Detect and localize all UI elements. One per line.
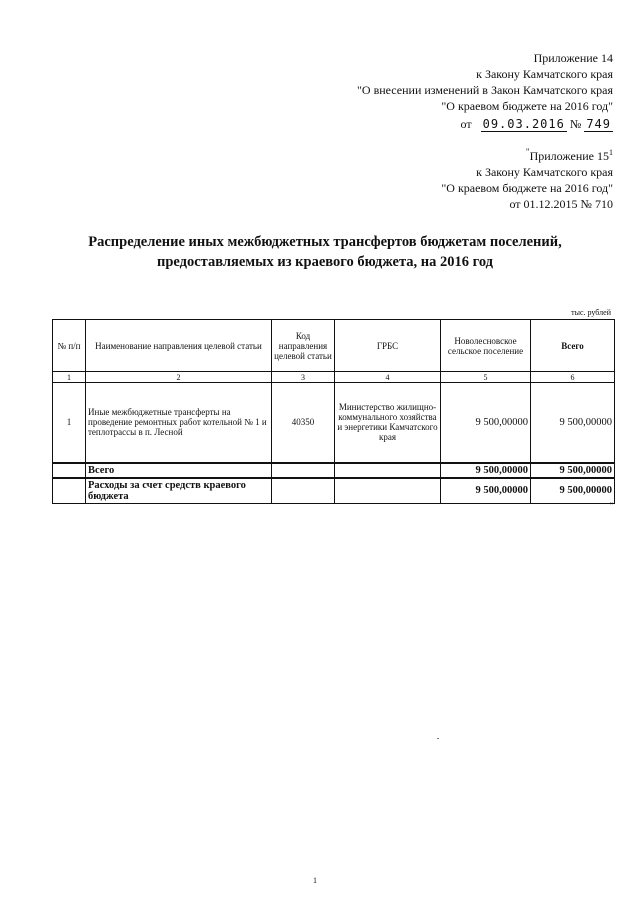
expense-label: Расходы за счет средств краевого бюджета — [86, 478, 272, 504]
law-date-line — [357, 116, 613, 132]
expense-total-amount: 9 500,00000 — [531, 478, 615, 504]
closing-quote: " — [609, 501, 613, 510]
col-number: 5 — [441, 372, 531, 383]
total-label: Всего — [86, 463, 272, 478]
date-prefix: от — [460, 117, 472, 131]
col-number: 3 — [272, 372, 335, 383]
header-code: Код направления целевой статьи — [272, 320, 335, 372]
total-row — [53, 463, 615, 478]
expense-row — [53, 478, 615, 504]
handwritten-date: 09.03.2016 — [482, 117, 565, 131]
appendix-14-label: Приложение 14 — [533, 51, 613, 65]
transfers-table — [52, 319, 615, 504]
law-reference: к Закону Камчатского края — [476, 67, 613, 81]
header-name: Наименование направления целевой статьи — [86, 320, 272, 372]
expense-settlement-amount: 9 500,00000 — [441, 478, 531, 504]
table-row — [53, 383, 615, 463]
law-reference-2: к Закону Камчатского края — [476, 165, 613, 179]
scan-speck — [437, 738, 439, 739]
total-amount: 9 500,00000 — [531, 463, 615, 478]
unit-label: тыс. рублей — [571, 308, 611, 317]
row-code: 40350 — [272, 383, 335, 463]
row-grbs: Министерство жилищно-коммунального хозяйства и энергетики Камчатского края — [335, 383, 441, 463]
budget-law-reference-2: "О краевом бюджете на 2016 год" — [441, 181, 613, 195]
col-number: 4 — [335, 372, 441, 383]
page-number: 1 — [313, 876, 317, 885]
appendix-15-label: "Приложение $15^1$ — [525, 147, 613, 163]
row-total-amount: 9 500,00000 — [531, 383, 615, 463]
budget-law-reference: "О краевом бюджете на 2016 год" — [441, 99, 613, 113]
header-row — [53, 320, 615, 372]
col-number: 6 — [531, 372, 615, 383]
original-appendix-header — [441, 148, 613, 212]
row-name: Иные межбюджетные трансферты на проведение ремонтных работ котельной № 1 и теплотрассы в п. Лесной — [86, 383, 272, 463]
title-line-2: предоставляемых из краевого бюджета, на 2016 год — [157, 254, 493, 270]
total-settlement-amount: 9 500,00000 — [441, 463, 531, 478]
document-title — [60, 232, 590, 272]
amendment-header — [357, 50, 613, 132]
header-num: № п/п — [53, 320, 86, 372]
handwritten-number: 749 — [586, 117, 611, 131]
amendment-reference: "О внесении изменений в Закон Камчатского края — [357, 83, 613, 97]
row-settlement-amount: 9 500,00000 — [441, 383, 531, 463]
header-settlement: Новолесновское сельское поселение — [441, 320, 531, 372]
col-number: 2 — [86, 372, 272, 383]
title-line-1: Распределение иных межбюджетных трансфертов бюджетам поселений, — [88, 234, 562, 250]
col-number: 1 — [53, 372, 86, 383]
header-total: Всего — [531, 320, 615, 372]
row-num: 1 — [53, 383, 86, 463]
column-number-row — [53, 372, 615, 383]
law-date-2: от 01.12.2015 № 710 — [509, 197, 613, 211]
number-sign: № — [569, 117, 582, 131]
header-grbs: ГРБС — [335, 320, 441, 372]
